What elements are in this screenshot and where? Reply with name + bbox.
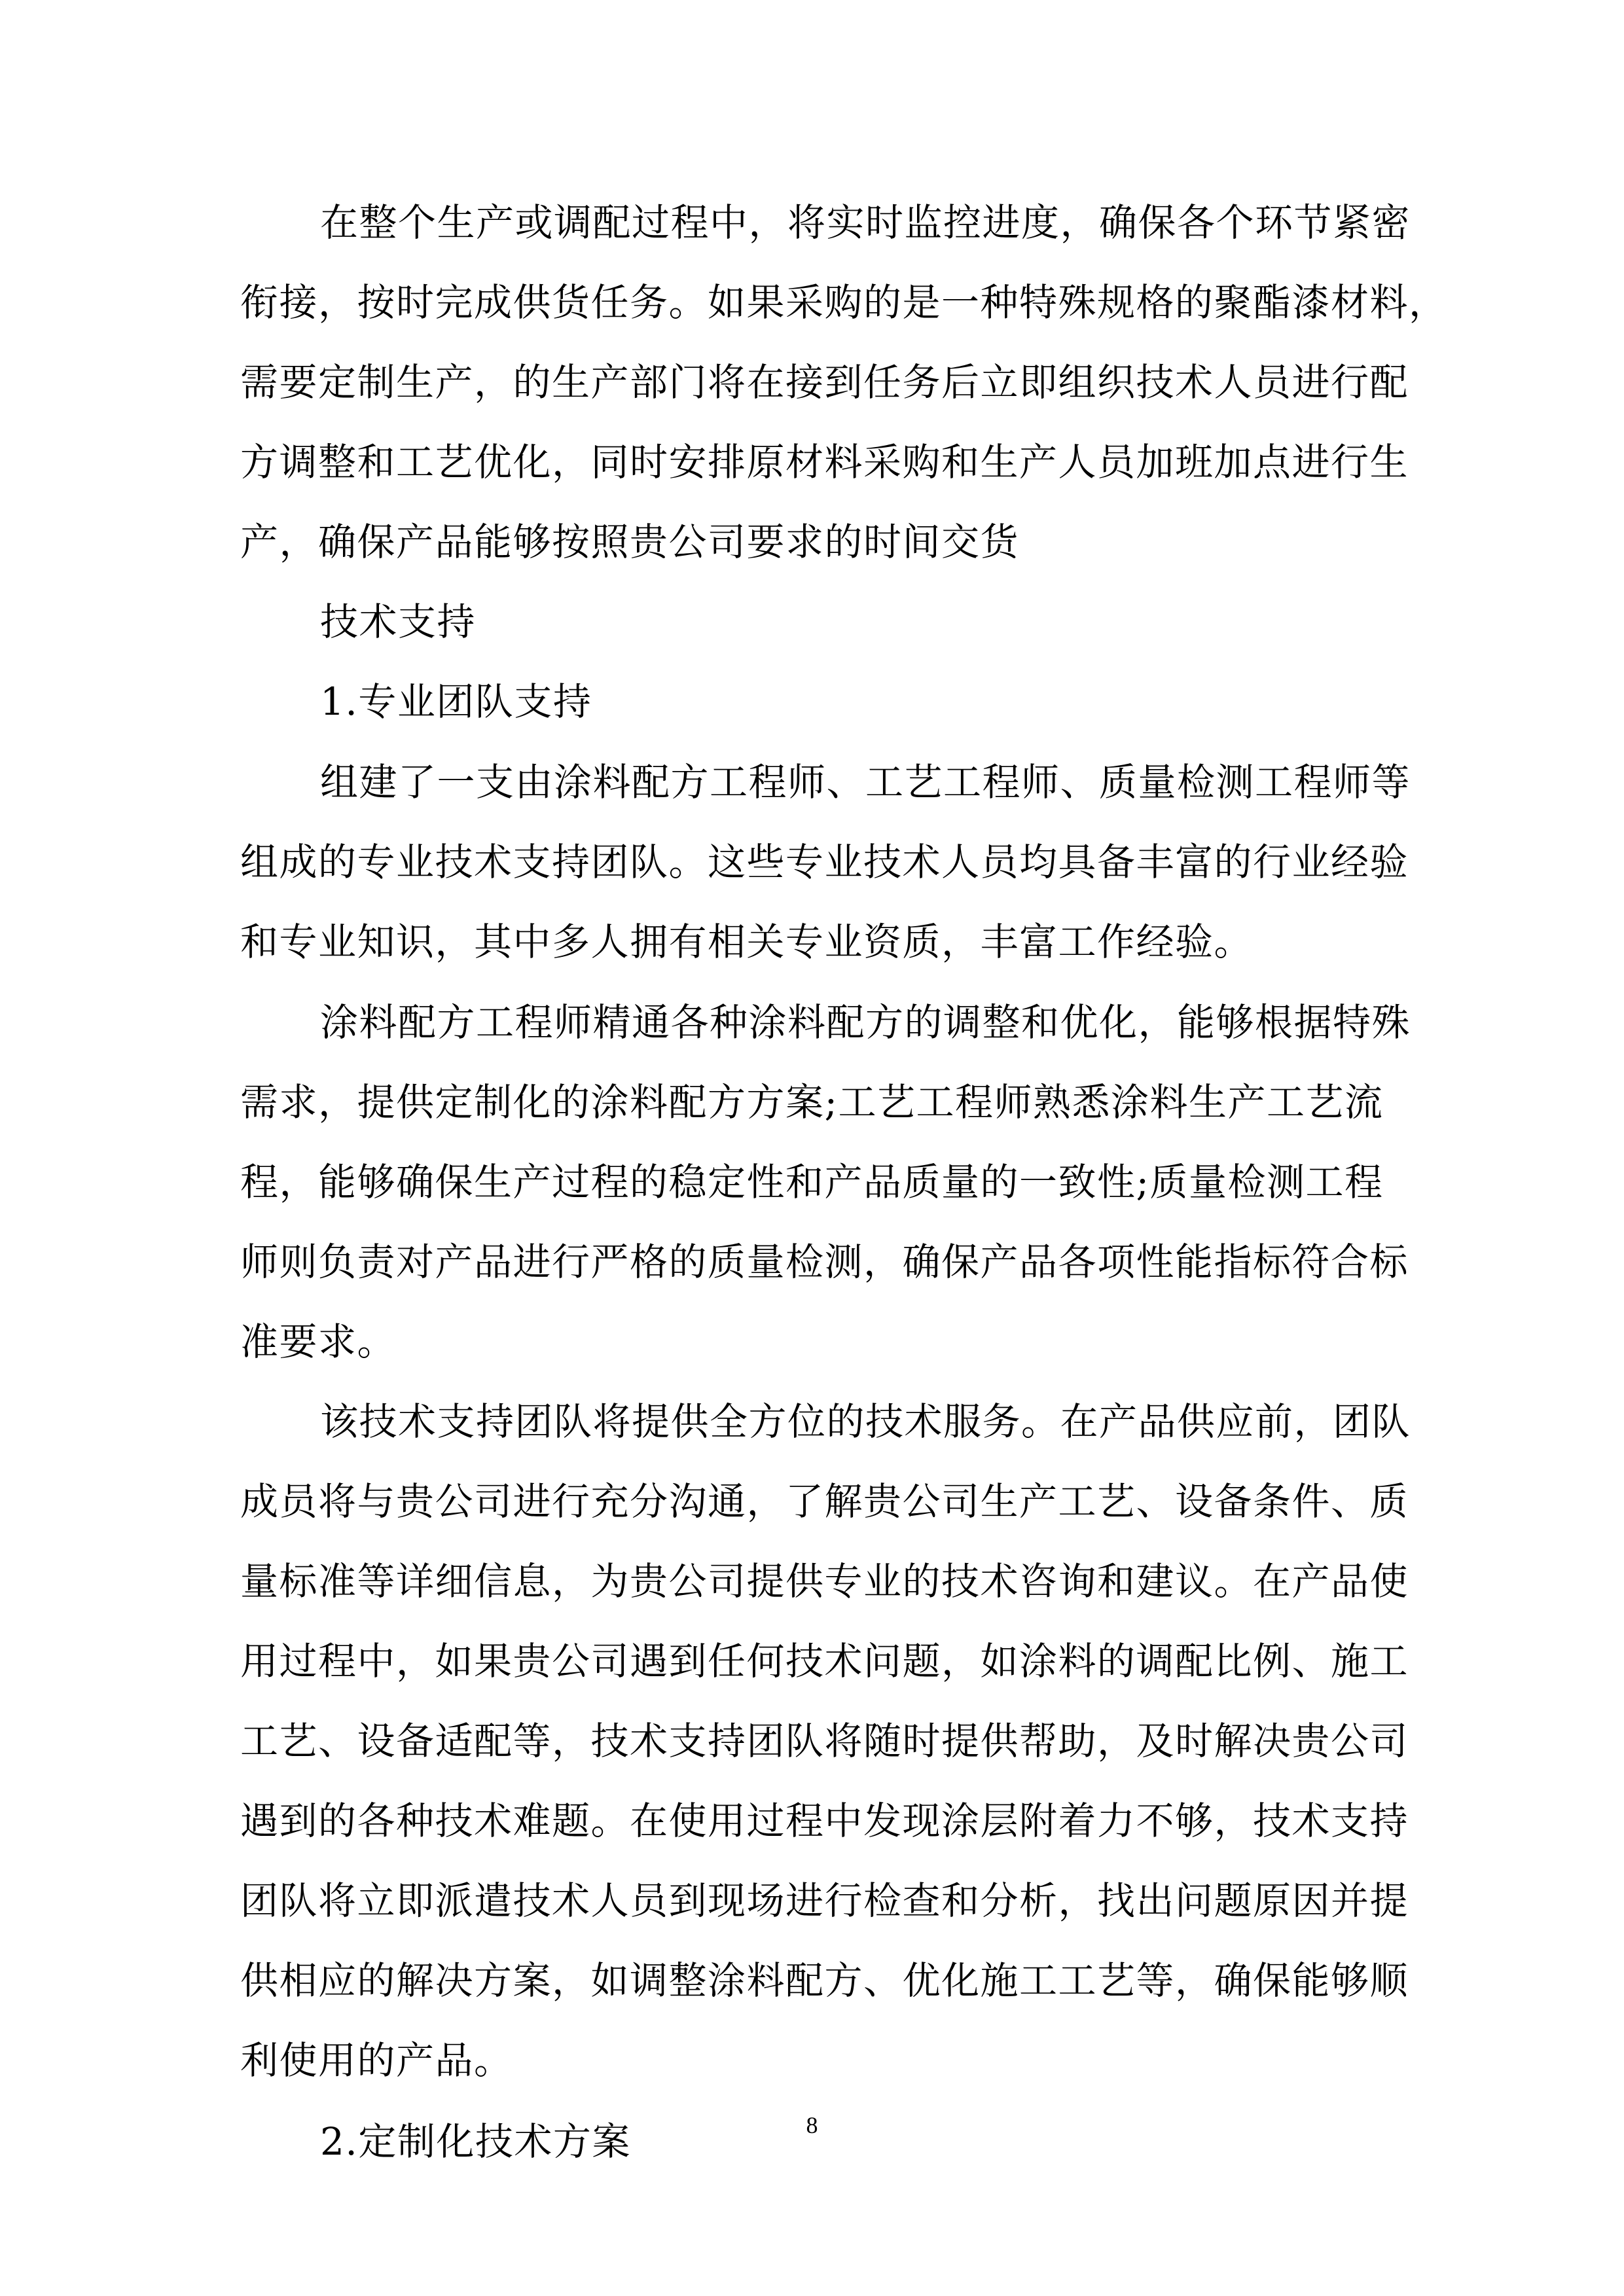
subheading-professional-team: 1.专业团队支持 — [320, 679, 592, 724]
paragraph-1-line-5: 产，确保产品能够按照贵公司要求的时间交货 — [240, 520, 1020, 564]
paragraph-4-line-2: 成员将与贵公司进行充分沟通，了解贵公司生产工艺、设备条件、质 — [240, 1479, 1409, 1524]
paragraph-4-line-9: 利使用的产品。 — [240, 2038, 513, 2083]
paragraph-1-line-2: 衔接，按时完成供货任务。如果采购的是一种特殊规格的聚酯漆材料， — [240, 280, 1448, 325]
subheading-customized-solution: 2.定制化技术方案 — [320, 2119, 631, 2164]
paragraph-1-line-3: 需要定制生产，的生产部门将在接到任务后立即组织技术人员进行配 — [240, 360, 1409, 404]
paragraph-3-line-1: 涂料配方工程师精通各种涂料配方的调整和优化，能够根据特殊 — [320, 1000, 1411, 1045]
section-heading-technical-support: 技术支持 — [320, 600, 477, 644]
paragraph-4-line-6: 遇到的各种技术难题。在使用过程中发现涂层附着力不够，技术支持 — [240, 1799, 1409, 1843]
paragraph-4-line-8: 供相应的解决方案，如调整涂料配方、优化施工工艺等，确保能够顺 — [240, 1958, 1409, 2003]
paragraph-4-line-5: 工艺、设备适配等，技术支持团队将随时提供帮助，及时解决贵公司 — [240, 1719, 1409, 1763]
page-number: 8 — [806, 2112, 818, 2138]
paragraph-1-line-4: 方调整和工艺优化，同时安排原材料采购和生产人员加班加点进行生 — [240, 440, 1409, 484]
paragraph-4-line-4: 用过程中，如果贵公司遇到任何技术问题，如涂料的调配比例、施工 — [240, 1639, 1409, 1683]
paragraph-2-line-3: 和专业知识，其中多人拥有相关专业资质，丰富工作经验。 — [240, 920, 1254, 964]
paragraph-4-line-3: 量标准等详细信息，为贵公司提供专业的技术咨询和建议。在产品使 — [240, 1559, 1409, 1604]
paragraph-2-line-2: 组成的专业技术支持团队。这些专业技术人员均具备丰富的行业经验 — [240, 840, 1409, 884]
paragraph-3-line-5: 准要求。 — [240, 1319, 397, 1364]
paragraph-4-line-7: 团队将立即派遣技术人员到现场进行检查和分析，找出问题原因并提 — [240, 1878, 1409, 1923]
paragraph-4-line-1: 该技术支持团队将提供全方位的技术服务。在产品供应前，团队 — [320, 1399, 1411, 1444]
paragraph-1-line-1: 在整个生产或调配过程中，将实时监控进度，确保各个环节紧密 — [320, 200, 1411, 245]
paragraph-3-line-3: 程，能够确保生产过程的稳定性和产品质量的一致性;质量检测工程 — [240, 1160, 1384, 1204]
paragraph-2-line-1: 组建了一支由涂料配方工程师、工艺工程师、质量检测工程师等 — [320, 760, 1411, 804]
paragraph-3-line-2: 需求，提供定制化的涂料配方方案;工艺工程师熟悉涂料生产工艺流 — [240, 1080, 1384, 1124]
paragraph-3-line-4: 师则负责对产品进行严格的质量检测，确保产品各项性能指标符合标 — [240, 1240, 1409, 1284]
